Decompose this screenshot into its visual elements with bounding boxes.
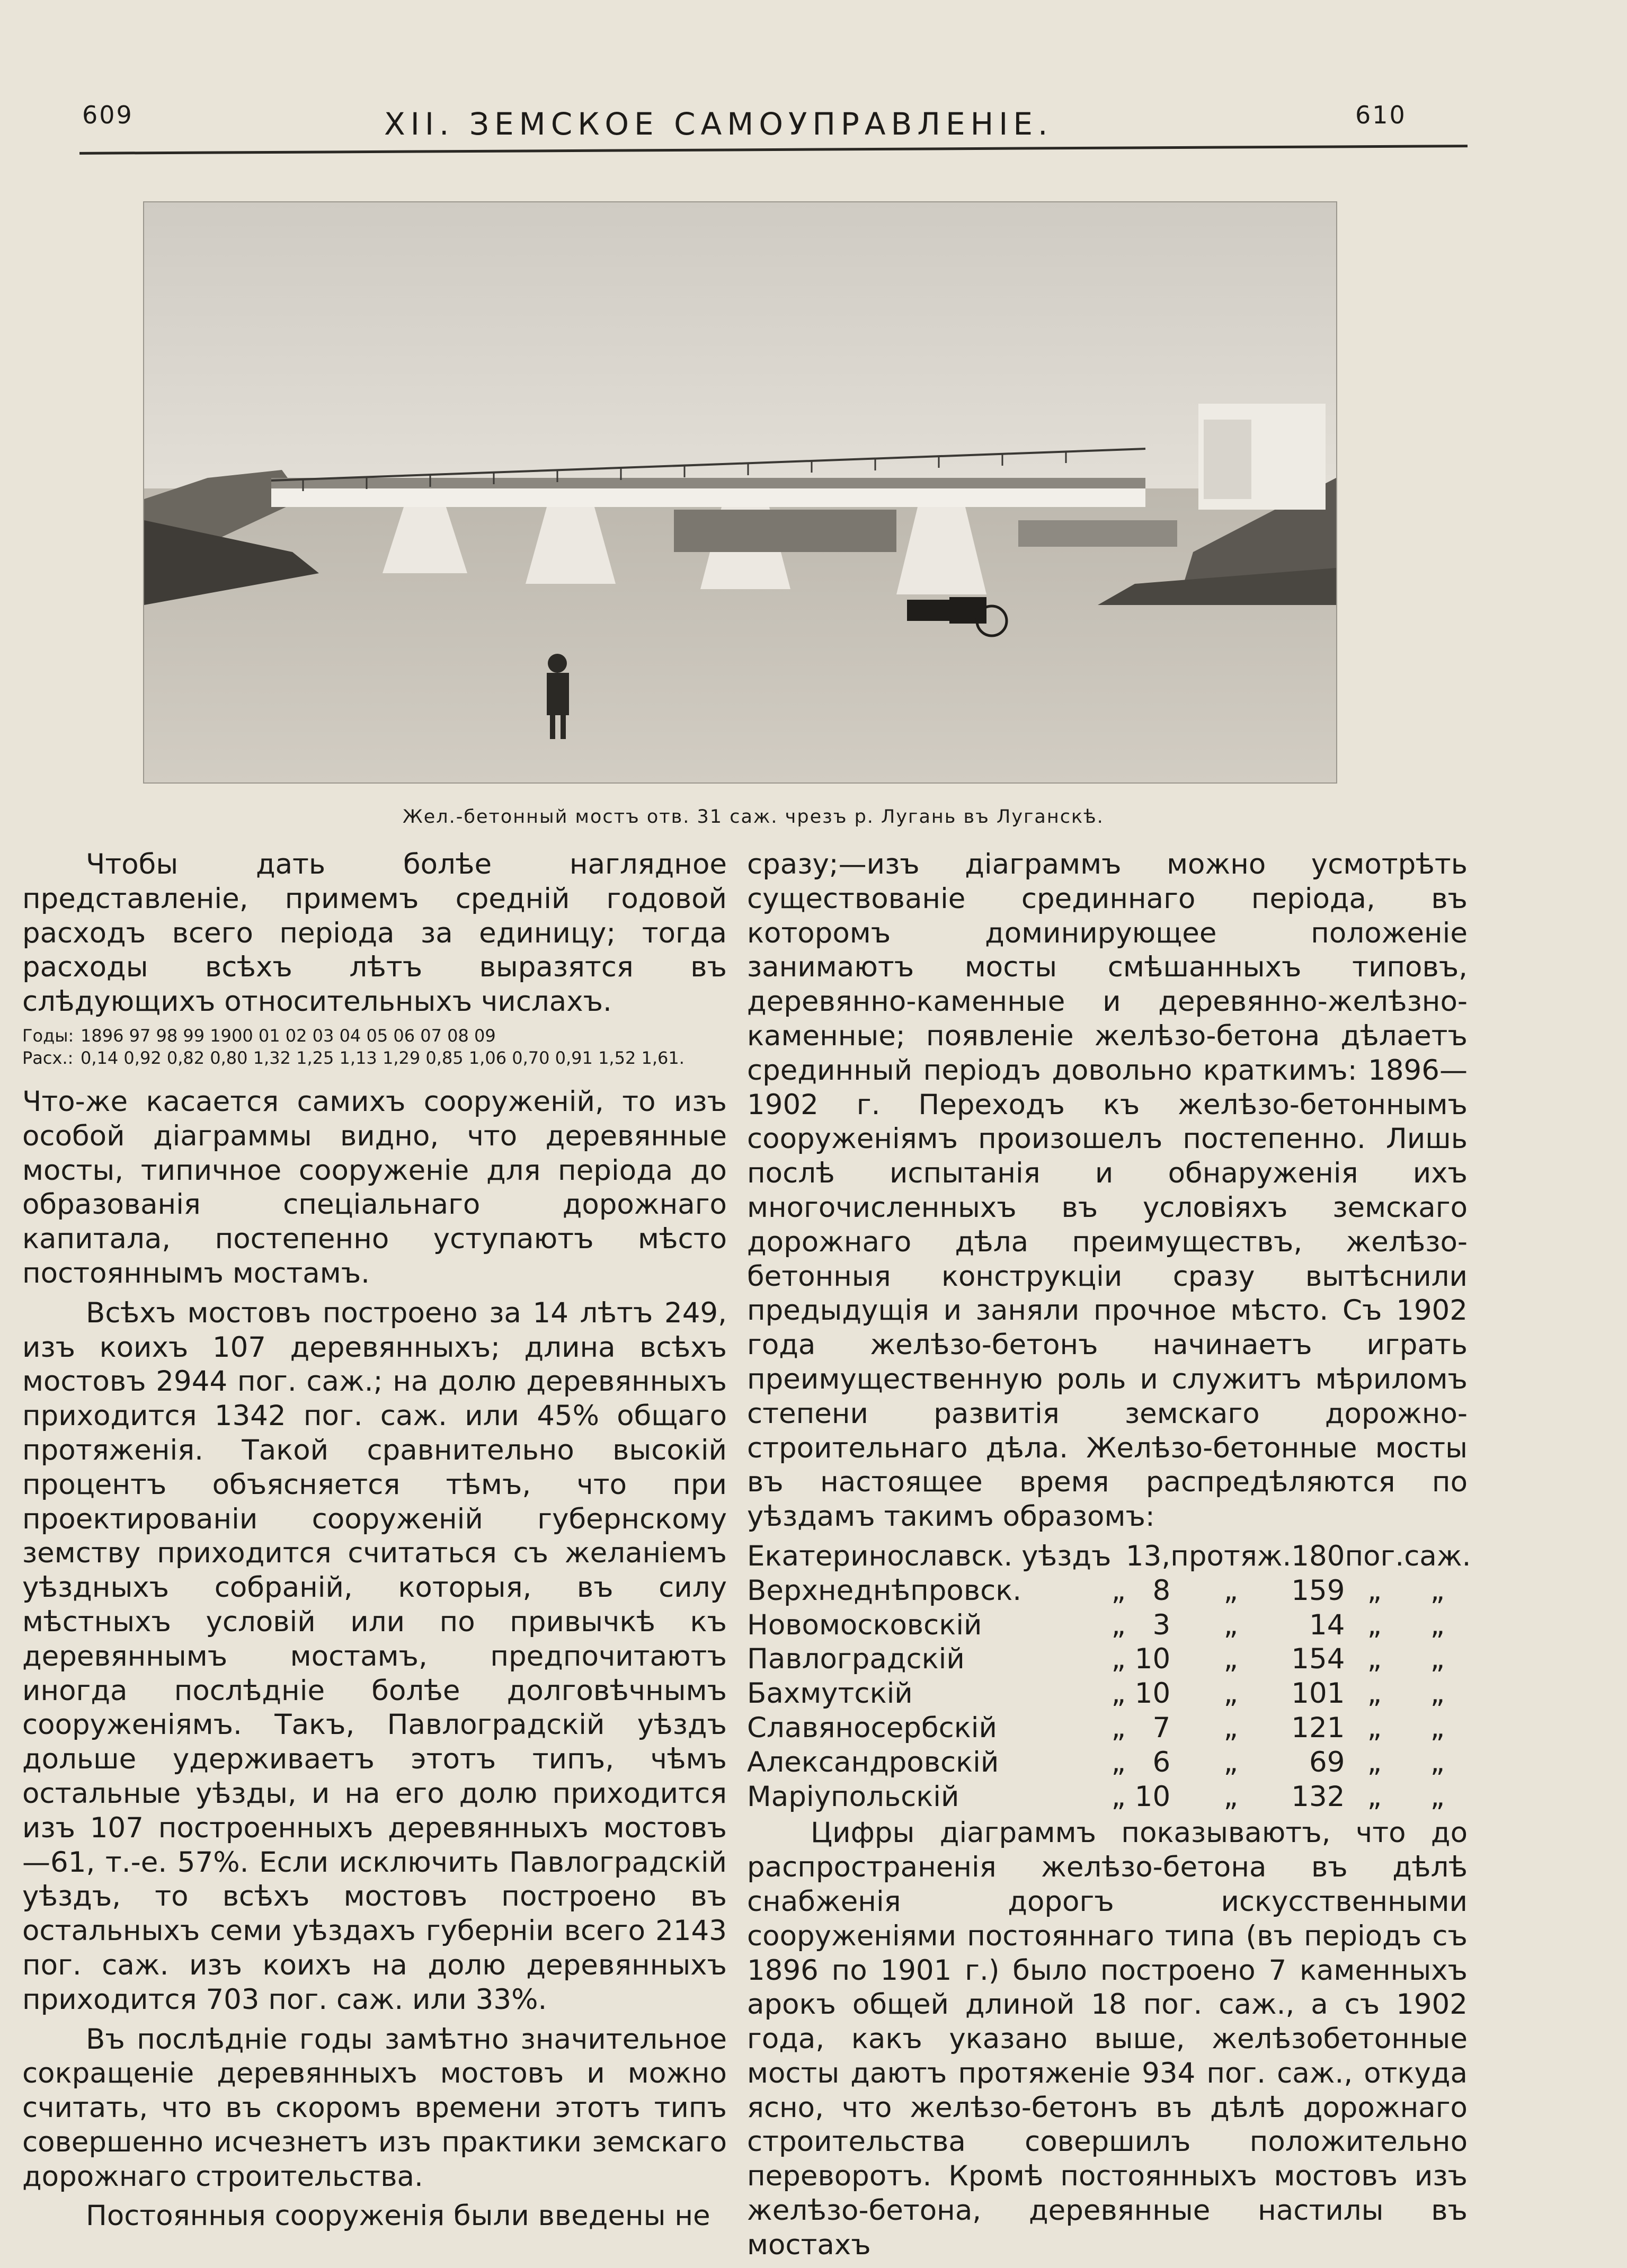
- ditto-mark: „: [1223, 1643, 1238, 1676]
- bridge-length: 132: [1291, 1780, 1345, 1813]
- ditto-mark: „: [1430, 1677, 1445, 1710]
- paragraph: Въ послѣдніе годы замѣтно значительное сокращеніе деревянныхъ мостовъ и можно считать, что въ скоромъ времени этотъ типъ совершенно исчезнетъ изъ практики земскаго дорожнаго строительства.: [22, 2023, 727, 2193]
- years-values: 1896 97 98 99 1900 01 02 03 04 05 06 07 08 09: [81, 1025, 496, 1046]
- ditto-mark: „: [1367, 1574, 1382, 1607]
- bridge-photo-illustration: [144, 202, 1336, 782]
- ditto-mark: „: [1430, 1608, 1445, 1641]
- relative-expenses-table: [22, 1025, 727, 1069]
- ditto-mark: пог.: [1345, 1540, 1404, 1572]
- ditto-mark: „: [1111, 1780, 1126, 1813]
- years-label: Годы:: [22, 1025, 74, 1046]
- bridge-count: 6: [1152, 1746, 1171, 1778]
- ditto-mark: „: [1367, 1780, 1382, 1813]
- ditto-mark: „: [1111, 1746, 1126, 1778]
- district-name: Павлоградскій: [747, 1643, 965, 1676]
- bridge-length: 121: [1291, 1711, 1345, 1744]
- table-row: [747, 1711, 1471, 1746]
- district-name: Славяносербскій: [747, 1711, 997, 1744]
- table-row: [747, 1642, 1471, 1677]
- table-row: [747, 1574, 1471, 1608]
- ditto-mark: „: [1111, 1677, 1126, 1710]
- bridge-count: 7: [1152, 1711, 1171, 1744]
- ditto-mark: саж.: [1404, 1540, 1471, 1572]
- bridge-length: 180: [1291, 1540, 1345, 1572]
- district-name: Бахмутскій: [747, 1677, 913, 1710]
- bridge-count: 13,: [1125, 1540, 1171, 1572]
- ditto-mark: „: [1111, 1574, 1126, 1607]
- table-row: [747, 1608, 1471, 1643]
- ditto-mark: „: [1223, 1677, 1238, 1710]
- district-name: Маріупольскій: [747, 1780, 959, 1813]
- paragraph: Постоянныя сооруженія были введены не: [86, 2200, 710, 2233]
- ditto-mark: „: [1430, 1711, 1445, 1744]
- bridge-count: 3: [1152, 1608, 1171, 1641]
- district-name: Александровскій: [747, 1746, 999, 1778]
- header-rule: [79, 145, 1468, 155]
- ditto-mark: „: [1223, 1574, 1238, 1607]
- right-column: [747, 848, 1471, 2268]
- bridge-deck-face: [271, 488, 1145, 507]
- ditto-mark: „: [1430, 1746, 1445, 1778]
- years-row: [22, 1025, 727, 1047]
- table-row: [747, 1746, 1471, 1780]
- ditto-mark: „: [1223, 1608, 1238, 1641]
- district-name: Новомосковскій: [747, 1608, 982, 1641]
- ditto-mark: „: [1367, 1711, 1382, 1744]
- running-title: XII. ЗЕМСКОЕ САМОУПРАВЛЕНІЕ.: [384, 106, 1053, 142]
- abutment-panel: [1204, 420, 1251, 499]
- expenses-label: Расх.:: [22, 1047, 74, 1068]
- ditto-mark: „: [1111, 1711, 1126, 1744]
- bridge-count: 10: [1134, 1677, 1171, 1710]
- ditto-mark: „: [1367, 1677, 1382, 1710]
- paragraph: Что-же касается самихъ сооруженій, то изъ особой діаграммы видно, что деревянные мосты, типичное сооруженіе для періода до образованія спеціальнаго дорожнаго капитала, постепенно уступаютъ мѣсто постояннымъ мостамъ.: [22, 1085, 727, 1289]
- table-row: [747, 1780, 1471, 1815]
- ditto-mark: „: [1111, 1608, 1126, 1641]
- bridge-deck-top: [271, 478, 1145, 488]
- bridge-photo: [143, 201, 1337, 784]
- table-row: [747, 1540, 1471, 1574]
- ditto-mark: „: [1367, 1643, 1382, 1676]
- ditto-mark: „: [1430, 1574, 1445, 1607]
- district-name: Екатеринославск. уѣздъ: [747, 1540, 1112, 1572]
- ditto-mark: „: [1223, 1711, 1238, 1744]
- page-number-right: 610: [1355, 101, 1407, 129]
- district-name: Верхнеднѣпровск.: [747, 1574, 1022, 1607]
- ditto-mark: [1111, 1540, 1125, 1574]
- paragraph: сразу;—изъ діаграммъ можно усмотрѣть существованіе срединнаго періода, въ которомъ доминирующее положеніе занимаютъ мосты смѣшанныхъ типовъ, деревянно-каменные и деревянно-желѣзно-каменные; появленіе желѣзо-бетона дѣлаетъ срединный періодъ довольно краткимъ: 1896—1902 г. Переходъ къ желѣзо-бетоннымъ сооруженіямъ произошелъ постепенно. Лишь послѣ испытанія и обнаруженія ихъ многочисленныхъ въ условіяхъ земскаго дорожнаго дѣла преимуществъ, желѣзо-бетонныя конструкціи сразу вытѣснили предыдущія и заняли прочное мѣсто. Съ 1902 года желѣзо-бетонъ начинаетъ играть преимущественную роль и служитъ мѣриломъ степени развитія земскаго дорожно-строительнаго дѣла. Желѣзо-бетонные мосты въ настоящее время распредѣляются по уѣздамъ такимъ образомъ:: [747, 848, 1468, 1533]
- bridge-count: 10: [1134, 1780, 1171, 1813]
- paragraph: Цифры діаграммъ показываютъ, что до распространенія желѣзо-бетона въ дѣлѣ снабженія дорогъ искусственными сооруженіями постояннаго типа (въ періодъ съ 1896 по 1901 г.) было построено 7 каменныхъ арокъ общей длиной 18 пог. саж., а съ 1902 года, какъ указано выше, желѣзобетонные мосты даютъ протяженіе 934 пог. саж., откуда ясно, что желѣзо-бетонъ въ дѣлѣ дорожнаго строительства совершилъ положительно переворотъ. Кромѣ постоянныхъ мостовъ изъ желѣзо-бетона, деревянные настилы въ мостахъ: [747, 1817, 1468, 2261]
- ditto-mark: „: [1111, 1643, 1126, 1676]
- figure-caption: Жел.-бетонный мостъ отв. 31 саж. чрезъ р. Лугань въ Луганскѣ.: [403, 806, 1104, 828]
- paragraph: Всѣхъ мостовъ построено за 14 лѣтъ 249, изъ коихъ 107 деревянныхъ; длина всѣхъ мостовъ 2944 пог. саж.; на долю деревянныхъ приходится 1342 пог. саж. или 45% общаго протяженія. Такой сравнительно высокій процентъ объясняется тѣмъ, что при проектированіи сооруженій губернскому земству приходится считаться съ желаніемъ уѣздныхъ собраній, которыя, въ силу мѣстныхъ условій или по привычкѣ къ деревяннымъ мостамъ, предпочитаютъ иногда послѣдніе болѣе долговѣчнымъ сооруженіямъ. Такъ, Павлоградскій уѣздъ дольше удерживаетъ этотъ типъ, чѣмъ остальные уѣзды, и на его долю приходится изъ 107 построенныхъ деревянныхъ мостовъ—61, т.-е. 57%. Если исключить Павлоградскій уѣздъ, то всѣхъ мостовъ построено въ остальныхъ семи уѣздахъ губерніи всего 2143 пог. саж. изъ коихъ на долю деревянныхъ приходится 703 пог. саж. или 33%.: [22, 1296, 727, 2016]
- ditto-mark: „: [1430, 1643, 1445, 1676]
- bridge-count: 10: [1134, 1643, 1171, 1676]
- expenses-values: 0,14 0,92 0,82 0,80 1,32 1,25 1,13 1,29 0,85 1,06 0,70 0,91 1,52 1,61.: [81, 1047, 684, 1068]
- bridge-length: 69: [1309, 1746, 1345, 1778]
- left-column: [22, 848, 727, 2239]
- bridge-length: 101: [1291, 1677, 1345, 1710]
- ditto-mark: протяж.: [1170, 1540, 1292, 1572]
- paragraph: Чтобы дать болѣе наглядное представленіе, примемъ средній годовой расходъ всего періода за единицу; тогда расходы всѣхъ лѣтъ выразятся въ слѣдующихъ относительныхъ числахъ.: [22, 848, 727, 1018]
- expenses-row: [22, 1047, 727, 1069]
- background-trees: [674, 510, 896, 552]
- page-number-left: 609: [82, 101, 134, 129]
- ditto-mark: „: [1430, 1780, 1445, 1813]
- ditto-mark: „: [1223, 1780, 1238, 1813]
- bridge-length: 154: [1291, 1643, 1345, 1676]
- sky: [144, 202, 1336, 499]
- table-row: [747, 1677, 1471, 1711]
- bridge-length: 14: [1309, 1608, 1345, 1641]
- ditto-mark: „: [1367, 1608, 1382, 1641]
- bridge-count: 8: [1152, 1574, 1171, 1607]
- bridge-length: 159: [1291, 1574, 1345, 1607]
- ditto-mark: „: [1367, 1746, 1382, 1778]
- bridges-by-district-table: [747, 1540, 1471, 1814]
- background-houses: [1018, 520, 1177, 547]
- ditto-mark: „: [1223, 1746, 1238, 1778]
